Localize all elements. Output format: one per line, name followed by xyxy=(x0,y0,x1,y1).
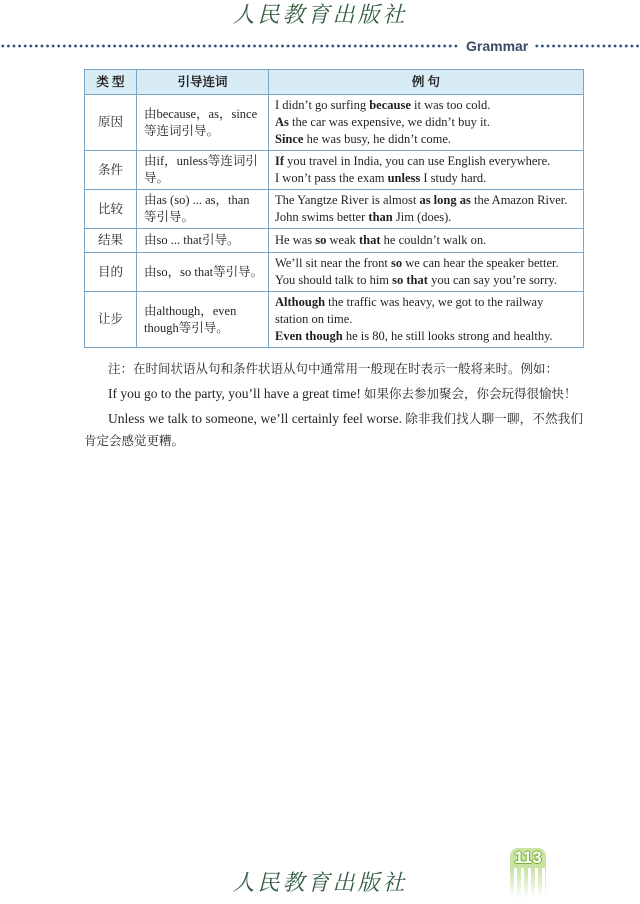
example-keyword: because xyxy=(369,98,411,112)
publisher-logo-header: 人民教育出版社 xyxy=(232,3,408,28)
example-sentence-line xyxy=(275,153,579,170)
example-text: the traffic was heavy, we got to the railway xyxy=(325,295,544,309)
dotted-rule-right xyxy=(534,44,640,48)
example-keyword: Even though xyxy=(275,329,343,343)
conjunction-cell xyxy=(137,151,269,190)
example-keyword: so xyxy=(315,233,327,247)
note-intro: 注：在时间状语从句和条件状语从句中通常用一般现在时表示一般将来时。例如： xyxy=(108,362,559,376)
table-body xyxy=(85,95,584,348)
type-label: 让步 xyxy=(97,312,123,326)
conjunction-line: 由because，as，since xyxy=(144,106,258,121)
example-keyword: as long as xyxy=(419,193,471,207)
table-row xyxy=(85,292,584,348)
example-sentence-line xyxy=(275,114,579,131)
example-sentence-line xyxy=(275,131,579,148)
example-sentence-line xyxy=(275,328,579,345)
type-cell xyxy=(85,95,137,151)
type-label: 比较 xyxy=(97,201,123,216)
example-keyword: that xyxy=(359,233,381,247)
type-label: 结果 xyxy=(97,233,123,247)
conjunction-line: 由so ... that引导。 xyxy=(144,233,240,247)
page-number: 113 xyxy=(510,848,546,868)
example-keyword: Since xyxy=(275,132,304,146)
table-row xyxy=(85,253,584,292)
example-sentence-line xyxy=(275,170,579,187)
example-keyword: than xyxy=(368,210,393,224)
table-row xyxy=(85,95,584,151)
header-type: 类 型 xyxy=(85,70,137,95)
example-sentence-line xyxy=(275,209,579,226)
section-label: Grammar xyxy=(466,38,529,54)
example-text: I study hard. xyxy=(420,171,487,185)
example-text: weak xyxy=(326,233,360,247)
conjunction-line: 由as (so) ... as，than xyxy=(144,193,250,207)
example-text: the car was expensive, we didn’t buy it. xyxy=(288,115,491,129)
example-cell xyxy=(269,253,584,292)
example-cell xyxy=(269,190,584,229)
example-sentence-line xyxy=(275,97,579,114)
note-example-english: Unless we talk to someone, we’ll certainly feel worse. xyxy=(108,411,403,426)
example-cell xyxy=(269,229,584,253)
type-label: 目的 xyxy=(97,264,123,279)
note-example xyxy=(84,383,583,405)
table-head xyxy=(85,70,584,95)
note-example-chinese: 除非我们找人聊一聊，不然我们肯定会感觉更糟。 xyxy=(84,412,583,448)
example-text: you can say you’re sorry. xyxy=(427,273,557,287)
note-example-english: If you go to the party, you’ll have a great time! xyxy=(108,386,361,401)
type-cell xyxy=(85,253,137,292)
adverbial-clause-table xyxy=(84,69,584,348)
publisher-logo-footer: 人民教育出版社 xyxy=(232,871,408,896)
type-cell xyxy=(85,229,137,253)
header-examples: 例 句 xyxy=(269,70,584,95)
example-cell xyxy=(269,292,584,348)
type-cell xyxy=(85,190,137,229)
example-text: I won’t pass the exam xyxy=(275,171,388,185)
example-keyword: so that xyxy=(392,273,428,287)
conjunction-cell xyxy=(137,253,269,292)
example-text: he is 80, he still looks strong and healthy. xyxy=(342,329,553,343)
example-text: he couldn’t walk on. xyxy=(380,233,487,247)
example-cell xyxy=(269,151,584,190)
table-row xyxy=(85,151,584,190)
example-sentence-line xyxy=(275,255,579,272)
example-sentence-line xyxy=(275,294,579,311)
example-sentence-line xyxy=(275,272,579,289)
example-text: I didn’t go surfing xyxy=(275,98,370,112)
example-sentence-line xyxy=(275,192,579,209)
table-row xyxy=(85,229,584,253)
example-keyword: Although xyxy=(275,295,326,309)
example-text: The Yangtze River is almost xyxy=(275,193,420,207)
example-sentence-line xyxy=(275,311,579,328)
example-text: We’ll sit near the front xyxy=(275,256,391,270)
example-text: Jim (does). xyxy=(392,210,452,224)
table-header-row xyxy=(85,70,584,95)
conjunction-line: 由although，even xyxy=(144,303,237,318)
example-keyword: As xyxy=(275,115,289,129)
header-conjunctions: 引导连词 xyxy=(137,70,269,95)
example-sentence-line xyxy=(275,232,579,249)
type-label: 条件 xyxy=(97,162,123,177)
example-text: He was xyxy=(275,233,316,247)
dotted-rule-left xyxy=(0,44,460,48)
example-text: you travel in India, you can use English everywhere. xyxy=(284,154,551,168)
table-row xyxy=(85,190,584,229)
conjunction-line: 由if，unless等连词引 xyxy=(144,154,258,168)
conjunction-line: 由so，so that等引导。 xyxy=(144,264,264,279)
type-cell xyxy=(85,292,137,348)
type-cell xyxy=(85,151,137,190)
conjunction-cell xyxy=(137,95,269,151)
conjunction-cell xyxy=(137,229,269,253)
example-text: we can hear the speaker better. xyxy=(402,256,559,270)
example-text: John swims better xyxy=(275,210,369,224)
example-keyword: If xyxy=(275,154,285,168)
example-text: he was busy, he didn’t come. xyxy=(303,132,452,146)
example-keyword: so xyxy=(390,256,403,270)
conjunction-line: though等引导。 xyxy=(144,320,229,335)
note-example-chinese: 如果你去参加聚会，你会玩得很愉快！ xyxy=(364,387,577,401)
example-text: You should talk to him xyxy=(275,273,393,287)
conjunction-cell xyxy=(137,292,269,348)
example-text: station on time. xyxy=(275,312,353,326)
example-cell xyxy=(269,95,584,151)
type-label: 原因 xyxy=(97,115,123,129)
notes-section xyxy=(84,358,583,455)
conjunction-cell xyxy=(137,190,269,229)
example-text: the Amazon River. xyxy=(470,193,568,207)
example-text: it was too cold. xyxy=(410,98,491,112)
conjunction-line: 等引导。 xyxy=(144,210,195,224)
note-example xyxy=(84,408,583,452)
example-keyword: unless xyxy=(387,171,421,185)
conjunction-line: 等连词引导。 xyxy=(144,123,220,138)
conjunction-line: 导。 xyxy=(144,171,170,185)
